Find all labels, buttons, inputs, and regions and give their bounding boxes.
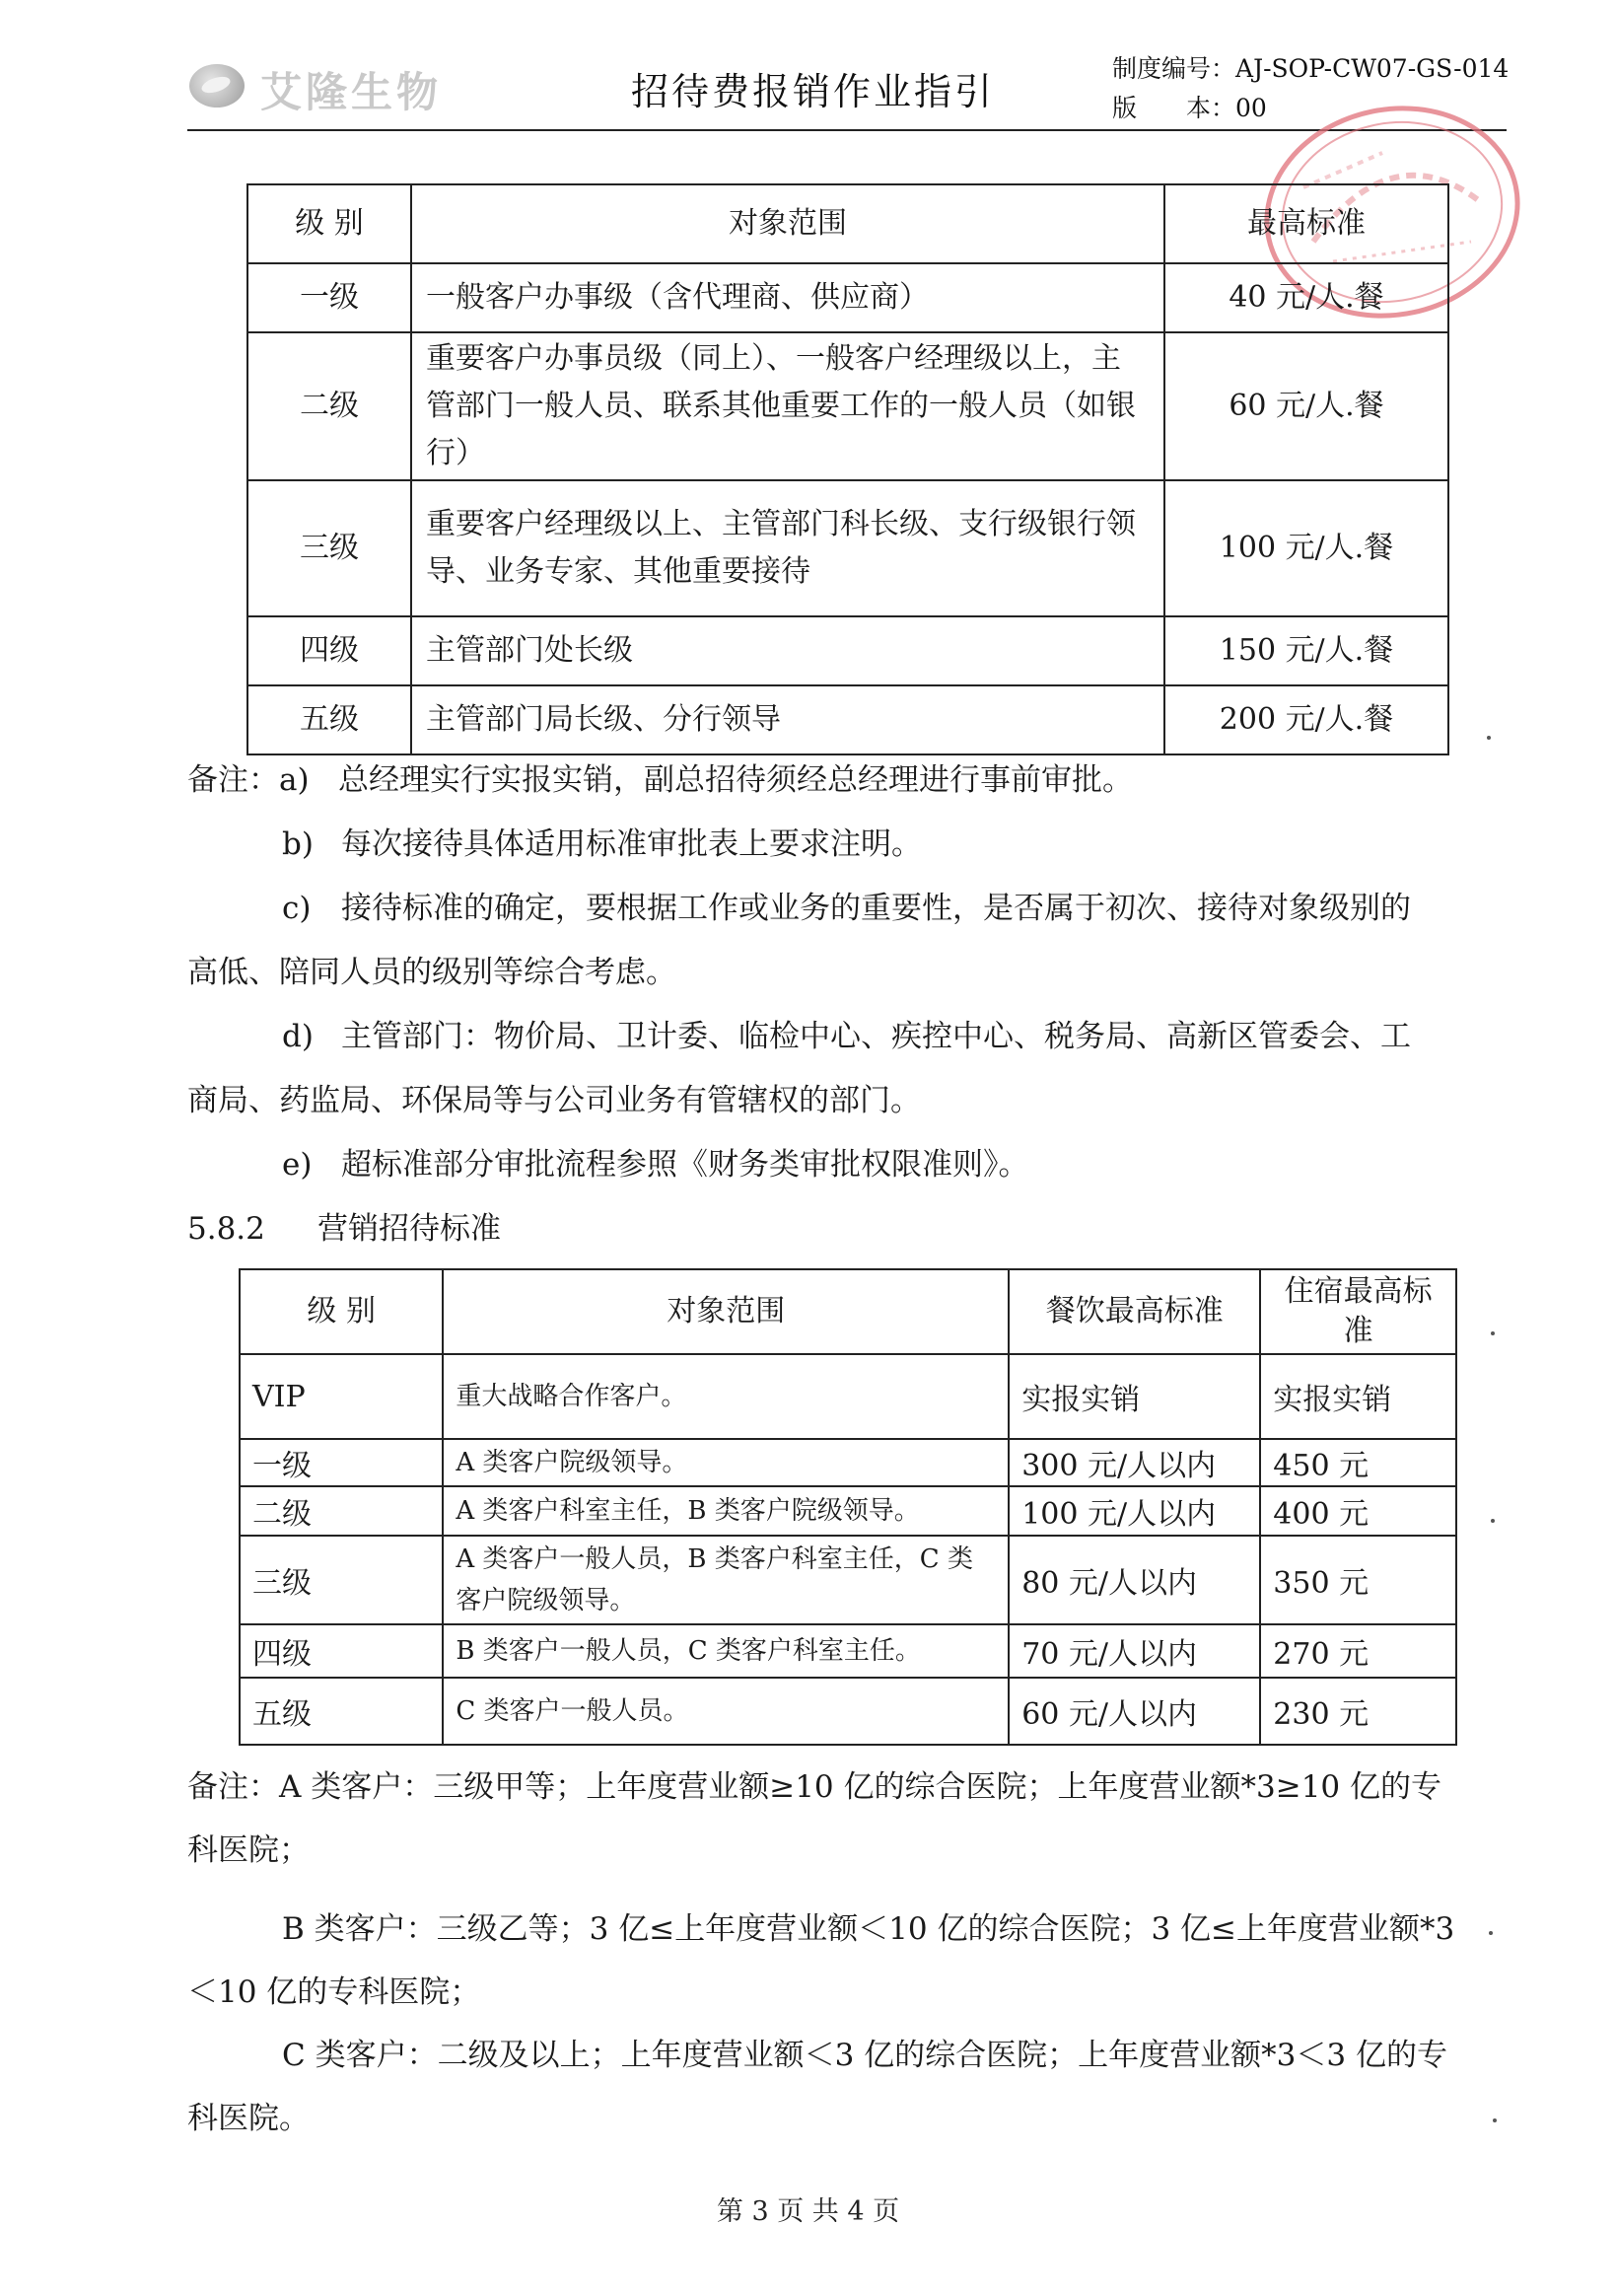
row-level: 一级 (247, 263, 411, 332)
row-level: 二级 (247, 332, 411, 480)
table-row (240, 1536, 1456, 1624)
row-lodging: 实报实销 (1260, 1354, 1456, 1439)
row-scope: 主管部门局长级、分行领导 (411, 685, 1164, 754)
row-level: 三级 (240, 1536, 443, 1624)
header-meal-standard: 餐饮最高标准 (1009, 1269, 1260, 1354)
customer-class-b-cont: ＜10 亿的专科医院； (187, 1974, 481, 2010)
row-standard: 60 元/人.餐 (1164, 332, 1448, 480)
row-lodging: 230 元 (1260, 1678, 1456, 1745)
row-meal: 实报实销 (1009, 1354, 1260, 1439)
logo-mark-icon (189, 64, 245, 108)
scan-speck (1489, 1931, 1493, 1935)
section-number: 5.8.2 (187, 1211, 265, 1247)
note-d (282, 1011, 1411, 1055)
version-label: 版 本： (1112, 94, 1236, 122)
table-row (247, 685, 1448, 754)
row-scope: A 类客户一般人员，B 类客户科室主任，C 类客户院级领导。 (443, 1536, 1009, 1624)
company-brand: 艾隆生物 (260, 68, 443, 116)
header-level: 级 别 (240, 1269, 443, 1354)
table-header-row (240, 1269, 1456, 1354)
scan-speck (1491, 1519, 1495, 1523)
row-scope: A 类客户科室主任，B 类客户院级领导。 (443, 1486, 1009, 1536)
row-scope: 重要客户经理级以上、主管部门科长级、支行级银行领导、业务专家、其他重要接待 (411, 480, 1164, 616)
row-scope: B 类客户一般人员，C 类客户科室主任。 (443, 1624, 1009, 1678)
row-level: 五级 (247, 685, 411, 754)
row-level: 五级 (240, 1678, 443, 1745)
row-lodging: 270 元 (1260, 1624, 1456, 1678)
header-max-standard: 最高标准 (1164, 184, 1448, 263)
row-scope: 主管部门处长级 (411, 616, 1164, 685)
table-row (247, 480, 1448, 616)
customer-class-c-cont: 科医院。 (187, 2101, 310, 2136)
scan-speck (1493, 2118, 1497, 2122)
note-e (282, 1139, 1029, 1184)
row-meal: 60 元/人以内 (1009, 1678, 1260, 1745)
table-row (240, 1354, 1456, 1439)
table-row (247, 616, 1448, 685)
row-standard: 200 元/人.餐 (1164, 685, 1448, 754)
note-a (187, 754, 1133, 799)
section-heading (187, 1203, 501, 1248)
header-lodging-standard: 住宿最高标准 (1260, 1269, 1456, 1354)
row-scope: 重大战略合作客户。 (443, 1354, 1009, 1439)
scan-speck (1487, 736, 1491, 740)
customer-class-b: B 类客户：三级乙等；3 亿≤上年度营业额＜10 亿的综合医院；3 亿≤上年度营业额*3 (282, 1911, 1455, 1947)
row-scope: C 类客户一般人员。 (443, 1678, 1009, 1745)
document-title: 招待费报销作业指引 (631, 70, 996, 113)
note-text: 主管部门：物价局、卫计委、临检中心、疾控中心、税务局、高新区管委会、工 (341, 1019, 1411, 1054)
customer-class-a: 备注：A 类客户：三级甲等；上年度营业额≥10 亿的综合医院；上年度营业额*3≥10 亿的专 (187, 1769, 1442, 1805)
row-standard: 40 元/人.餐 (1164, 263, 1448, 332)
table-row (240, 1439, 1456, 1486)
row-meal: 100 元/人以内 (1009, 1486, 1260, 1536)
row-scope: A 类客户院级领导。 (443, 1439, 1009, 1486)
note-marker: c) (282, 891, 312, 926)
table-header-row (247, 184, 1448, 263)
row-level: 三级 (247, 480, 411, 616)
row-level: 一级 (240, 1439, 443, 1486)
note-marker: b) (282, 826, 314, 862)
customer-class-a-cont: 科医院； (187, 1832, 310, 1868)
note-label: 备注： (187, 762, 279, 798)
header-divider (187, 129, 1507, 131)
marketing-hospitality-table (239, 1268, 1457, 1746)
table-row (240, 1678, 1456, 1745)
scan-speck (1491, 1331, 1495, 1335)
row-meal: 300 元/人以内 (1009, 1439, 1260, 1486)
note-b (282, 819, 922, 863)
row-level: 四级 (240, 1624, 443, 1678)
row-level: VIP (240, 1354, 443, 1439)
header-scope: 对象范围 (411, 184, 1164, 263)
note-marker: d) (282, 1019, 314, 1054)
company-logo (189, 54, 456, 116)
row-lodging: 400 元 (1260, 1486, 1456, 1536)
row-meal: 80 元/人以内 (1009, 1536, 1260, 1624)
note-text: 每次接待具体适用标准审批表上要求注明。 (341, 826, 922, 862)
note-text: 总经理实行实报实销，副总招待须经总经理进行事前审批。 (338, 762, 1133, 798)
note-text: 超标准部分审批流程参照《财务类审批权限准则》。 (341, 1147, 1029, 1183)
table-row (247, 332, 1448, 480)
note-text: 接待标准的确定，要根据工作或业务的重要性，是否属于初次、接待对象级别的 (341, 891, 1411, 926)
row-standard: 100 元/人.餐 (1164, 480, 1448, 616)
doc-number-label: 制度编号： (1112, 54, 1236, 83)
table-row (247, 263, 1448, 332)
table-row (240, 1624, 1456, 1678)
section-title: 营销招待标准 (317, 1211, 501, 1247)
row-standard: 150 元/人.餐 (1164, 616, 1448, 685)
row-level: 二级 (240, 1486, 443, 1536)
row-lodging: 350 元 (1260, 1536, 1456, 1624)
note-marker: a) (279, 762, 310, 798)
note-marker: e) (282, 1147, 313, 1183)
row-scope: 重要客户办事员级（同上）、一般客户经理级以上，主管部门一般人员、联系其他重要工作的一般人员（如银行） (411, 332, 1164, 480)
page-footer: 第 3 页 共 4 页 (716, 2196, 900, 2227)
header-scope: 对象范围 (443, 1269, 1009, 1354)
row-scope: 一般客户办事级（含代理商、供应商） (411, 263, 1164, 332)
row-level: 四级 (247, 616, 411, 685)
header-level: 级 别 (247, 184, 411, 263)
table-row (240, 1486, 1456, 1536)
customer-class-c: C 类客户：二级及以上；上年度营业额＜3 亿的综合医院；上年度营业额*3＜3 亿的专 (282, 2038, 1447, 2073)
note-c (282, 883, 1411, 927)
document-meta (1112, 49, 1509, 128)
doc-number: AJ-SOP-CW07-GS-014 (1235, 54, 1510, 83)
row-lodging: 450 元 (1260, 1439, 1456, 1486)
hospitality-standard-table (246, 183, 1449, 755)
version-value: 00 (1235, 94, 1267, 122)
row-meal: 70 元/人以内 (1009, 1624, 1260, 1678)
note-c-cont: 高低、陪同人员的级别等综合考虑。 (187, 955, 676, 990)
note-d-cont: 商局、药监局、环保局等与公司业务有管辖权的部门。 (187, 1083, 921, 1118)
